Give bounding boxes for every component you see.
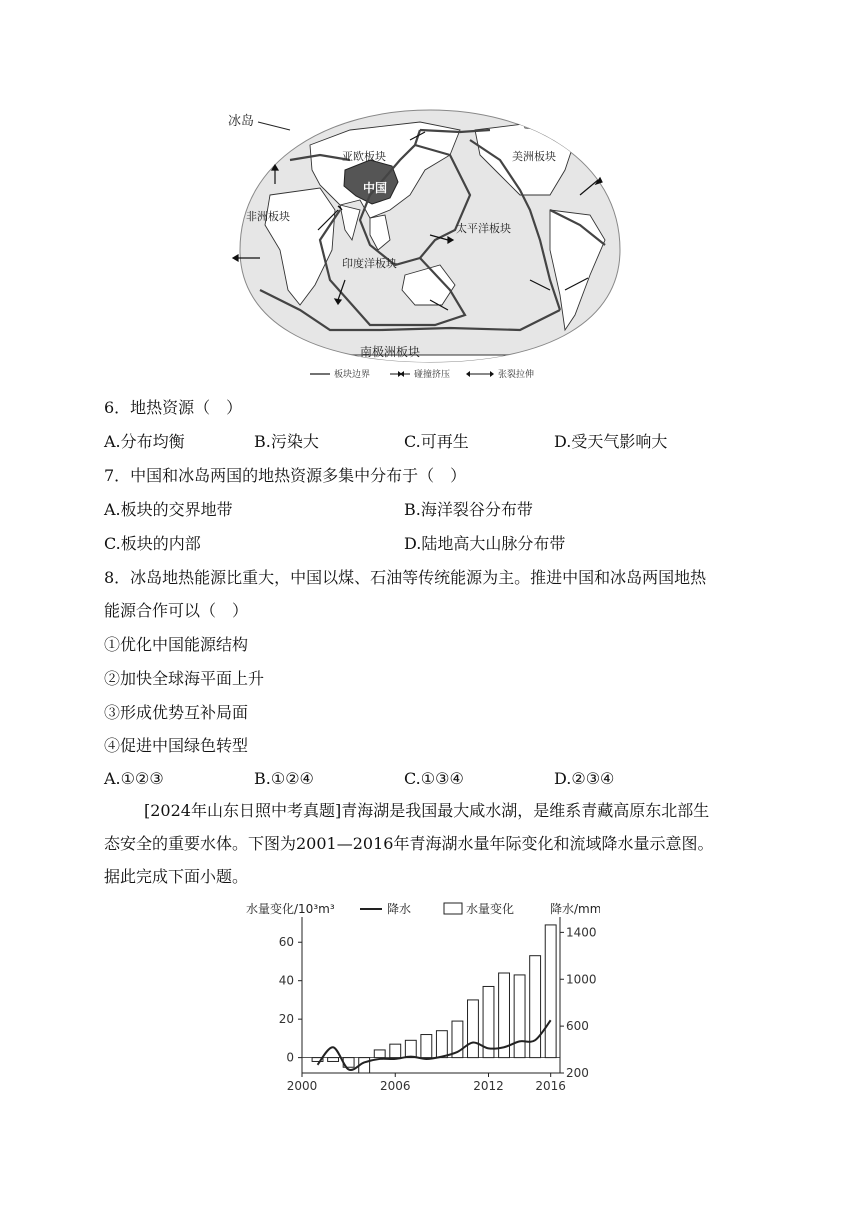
- q8-statement-1: ①优化中国能源结构: [104, 635, 249, 654]
- label-indian-plate: 印度洋板块: [342, 257, 397, 270]
- plate-map-svg: [220, 100, 640, 385]
- chart-bars: [312, 925, 556, 1073]
- q7-option-d[interactable]: D.陆地高大山脉分布带: [404, 534, 566, 553]
- plate-map: [220, 100, 640, 385]
- q8-option-c[interactable]: C.①③④: [404, 769, 464, 788]
- legend-bar-swatch: [444, 903, 462, 914]
- left-axis-label: 水量变化/10³m³: [246, 902, 335, 916]
- legend-collision: 碰撞挤压: [414, 370, 451, 380]
- label-antarctic-plate: 南极洲板块: [360, 345, 421, 359]
- question-7-stem: 7．中国和冰岛两国的地热资源多集中分布于（ ）: [104, 466, 467, 485]
- label-africa-plate: 非洲板块: [246, 210, 290, 223]
- q8-statement-2: ②加快全球海平面上升: [104, 669, 265, 688]
- water-bar: [514, 975, 525, 1058]
- q6-option-b[interactable]: B.污染大: [254, 432, 319, 451]
- chart-legend: [246, 901, 600, 916]
- iceland-pointer: [258, 122, 290, 130]
- right-tick-label: 1400: [566, 925, 597, 940]
- right-axis-label: 降水/mm: [550, 902, 600, 916]
- left-tick-label: 40: [278, 973, 294, 988]
- question-6-stem: 6．地热资源（ ）: [104, 398, 243, 417]
- label-china: 中国: [363, 181, 388, 195]
- legend-boundary: 板块边界: [334, 370, 371, 380]
- x-tick-label: 2006: [379, 1079, 411, 1093]
- water-bar: [468, 1000, 479, 1058]
- q6-option-a[interactable]: A.分布均衡: [104, 432, 185, 451]
- q6-option-d[interactable]: D.受天气影响大: [554, 432, 668, 451]
- legend-precip: 降水: [387, 902, 412, 916]
- q6-option-c[interactable]: C.可再生: [404, 432, 469, 451]
- passage-line-1: [2024年山东日照中考真题]青海湖是我国最大咸水湖，是维系青藏高原东北部生: [144, 801, 710, 820]
- map-legend: [310, 368, 534, 380]
- water-bar: [436, 1031, 447, 1058]
- legend-water: 水量变化: [466, 902, 515, 916]
- q8-option-d[interactable]: D.②③④: [554, 769, 615, 788]
- q7-option-c[interactable]: C.板块的内部: [104, 534, 201, 553]
- water-bar: [328, 1058, 339, 1062]
- chart-svg: [240, 895, 600, 1105]
- legend-rift: 张裂拉伸: [498, 370, 535, 380]
- right-tick-label: 200: [566, 1066, 589, 1080]
- left-tick-label: 20: [278, 1012, 294, 1027]
- water-bar: [374, 1050, 385, 1058]
- label-iceland: 冰岛: [228, 114, 255, 129]
- water-bar: [405, 1040, 416, 1057]
- x-tick-label: 2000: [286, 1079, 318, 1093]
- label-eurasia-plate: 亚欧板块: [342, 150, 386, 163]
- passage-line-2: 态安全的重要水体。下图为2001—2016年青海湖水量年际变化和流域降水量示意图。: [104, 834, 714, 853]
- q7-option-a[interactable]: A.板块的交界地带: [104, 500, 233, 519]
- q8-statement-4: ④促进中国绿色转型: [104, 736, 249, 755]
- label-america-plate: 美洲板块: [512, 150, 556, 163]
- q8-option-b[interactable]: B.①②④: [254, 769, 314, 788]
- water-bar: [545, 925, 556, 1058]
- water-bar: [390, 1044, 401, 1057]
- label-pacific-plate: 太平洋板块: [456, 222, 511, 235]
- q7-option-b[interactable]: B.海洋裂谷分布带: [404, 500, 533, 519]
- qinghai-lake-chart: [240, 895, 600, 1105]
- right-tick-label: 600: [566, 1019, 589, 1034]
- question-8-stem-line1: 8．冰岛地热能源比重大，中国以煤、石油等传统能源为主。推进中国和冰岛两国地热: [104, 568, 707, 587]
- x-tick-label: 2012: [473, 1079, 504, 1093]
- passage-line-3: 据此完成下面小题。: [104, 867, 249, 886]
- x-tick-label: 2016: [535, 1079, 566, 1093]
- water-bar: [421, 1035, 432, 1058]
- q8-option-a[interactable]: A.①②③: [104, 769, 164, 788]
- question-8-stem-line2: 能源合作可以（ ）: [104, 601, 249, 620]
- right-tick-label: 1000: [566, 972, 597, 987]
- left-tick-label: 60: [278, 935, 294, 950]
- left-tick-label: 0: [286, 1050, 294, 1065]
- q8-statement-3: ③形成优势互补局面: [104, 703, 249, 722]
